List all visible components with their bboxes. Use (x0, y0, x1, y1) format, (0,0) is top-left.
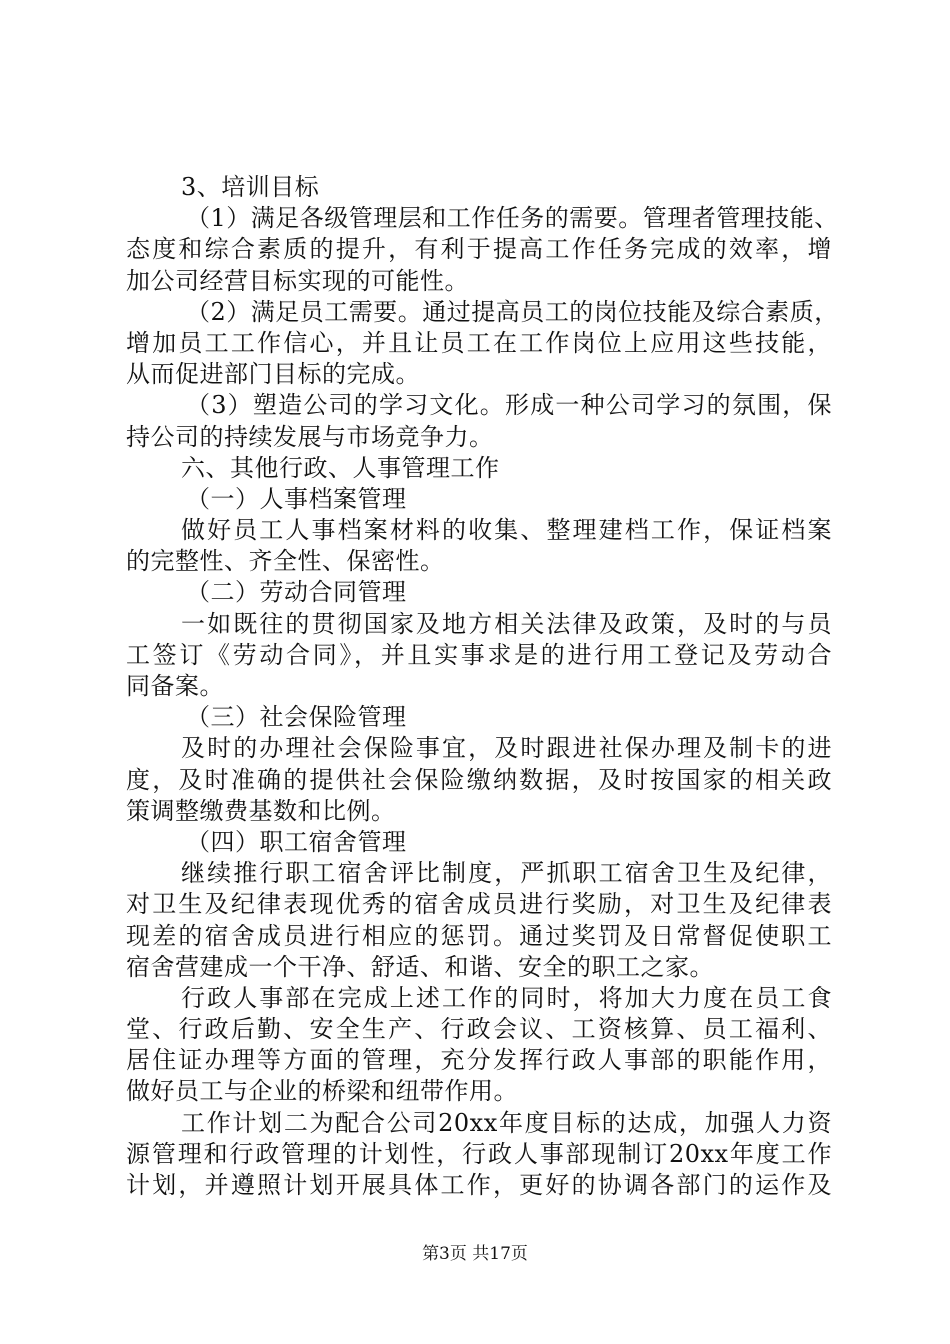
paragraph-line: 加公司经营目标实现的可能性。 (126, 266, 469, 295)
paragraph-line: 持公司的持续发展与市场竞争力。 (126, 422, 494, 451)
paragraph-line: 从而促进部门目标的完成。 (126, 360, 420, 389)
subsection-heading: （四）职工宿舍管理 (186, 827, 407, 856)
paragraph-line: 堂、行政后勤、安全生产、行政会议、工资核算、员工福利、 (126, 1015, 832, 1044)
paragraph-line: 策调整缴费基数和比例。 (126, 796, 396, 825)
paragraph-line: （2）满足员工需要。通过提高员工的岗位技能及综合素质， (186, 297, 839, 326)
page-footer: 第3页 共17页 (422, 1244, 528, 1264)
paragraph-line: 的完整性、齐全性、保密性。 (126, 547, 445, 576)
paragraph-line: 计划，并遵照计划开展具体工作，更好的协调各部门的运作及 (126, 1171, 832, 1199)
paragraph-line: 源管理和行政管理的计划性，行政人事部现制订20xx年度工作 (126, 1139, 832, 1168)
paragraph-line: 对卫生及纪律表现优秀的宿舍成员进行奖励，对卫生及纪律表 (126, 890, 832, 919)
document-body (126, 172, 839, 1201)
paragraph-line: 增加员工工作信心，并且让员工在工作岗位上应用这些技能， (126, 328, 832, 357)
subsection-heading: （二）劳动合同管理 (186, 578, 407, 607)
paragraph-line: 同备案。 (126, 672, 224, 700)
paragraph-line: 现差的宿舍成员进行相应的惩罚。通过奖罚及日常督促使职工 (126, 921, 832, 950)
paragraph-line: 做好员工与企业的桥梁和纽带作用。 (126, 1077, 518, 1106)
paragraph-line: 工签订《劳动合同》，并且实事求是的进行用工登记及劳动合 (126, 640, 832, 669)
paragraph-line: 及时的办理社会保险事宜，及时跟进社保办理及制卡的进 (181, 734, 832, 763)
paragraph-line: 态度和综合素质的提升，有利于提高工作任务完成的效率，增 (126, 235, 832, 264)
section-heading: 六、其他行政、人事管理工作 (181, 453, 500, 482)
paragraph-line: 宿舍营建成一个干净、舒适、和谐、安全的职工之家。 (126, 952, 714, 981)
subsection-heading: （三）社会保险管理 (186, 703, 407, 732)
paragraph-line: （3）塑造公司的学习文化。形成一种公司学习的氛围，保 (186, 391, 832, 420)
paragraph-line: 行政人事部在完成上述工作的同时，将加大力度在员工食 (181, 983, 832, 1012)
paragraph-line: （1）满足各级管理层和工作任务的需要。管理者管理技能、 (186, 204, 839, 233)
paragraph-line: 做好员工人事档案材料的收集、整理建档工作，保证档案 (181, 516, 832, 545)
subsection-heading: （一）人事档案管理 (186, 484, 407, 513)
paragraph-line: 度，及时准确的提供社会保险缴纳数据，及时按国家的相关政 (126, 765, 832, 794)
paragraph-line: 工作计划二为配合公司20xx年度目标的达成，加强人力资 (181, 1108, 832, 1137)
heading-training-goals: 3、培训目标 (181, 173, 320, 201)
paragraph-line: 继续推行职工宿舍评比制度，严抓职工宿舍卫生及纪律， (181, 859, 832, 888)
paragraph-line: 居住证办理等方面的管理，充分发挥行政人事部的职能作用， (126, 1046, 832, 1075)
paragraph-line: 一如既往的贯彻国家及地方相关法律及政策，及时的与员 (181, 609, 832, 638)
